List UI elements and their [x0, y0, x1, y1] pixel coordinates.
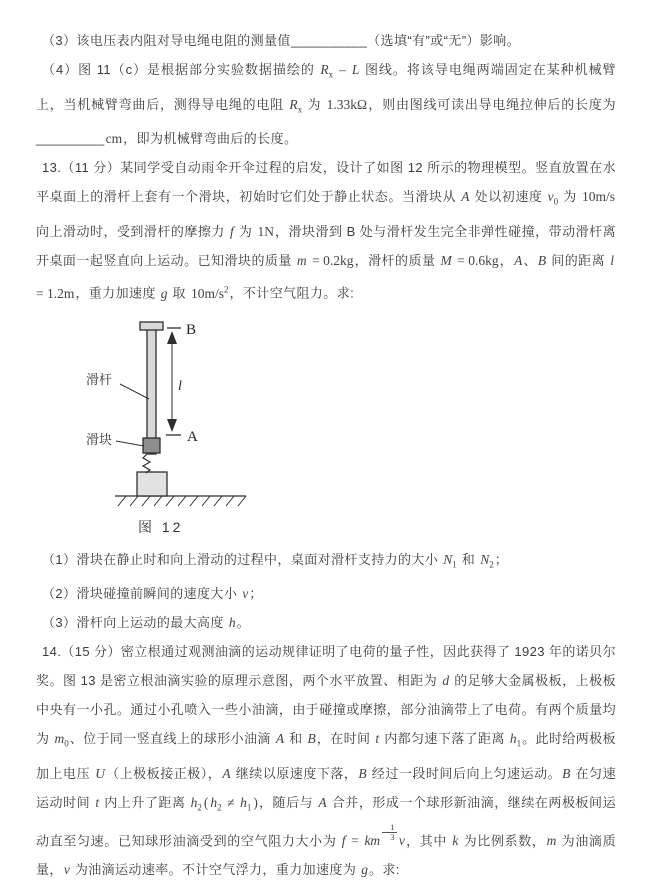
- question-12-part-4: [36, 55, 616, 153]
- math-run: g: [160, 285, 168, 301]
- math-run: A: [222, 765, 231, 781]
- rod-cap: [140, 322, 163, 330]
- math-run: 10m/s: [581, 189, 615, 205]
- text-run: 为: [303, 96, 326, 112]
- math-run: $R_x$: [289, 96, 303, 115]
- text-run: ；: [494, 551, 509, 567]
- math-run: f: [341, 832, 346, 848]
- text-run: 、: [523, 253, 537, 269]
- math-run: A: [275, 731, 285, 747]
- text-run: 为比例系数，: [459, 832, 546, 848]
- text-run: 向上滑动时，受到滑杆的摩擦力: [36, 224, 229, 240]
- text-run: _________: [36, 131, 105, 147]
- ground-hatch: [118, 496, 246, 506]
- math-run: L: [351, 62, 360, 77]
- math-run: $h_1$: [509, 731, 522, 749]
- text-run: （上极板接正极），: [105, 765, 222, 781]
- text-run: 为油滴质量，: [36, 832, 616, 877]
- text-run: 。求:: [369, 861, 400, 877]
- math-run: km: [364, 832, 381, 848]
- text-run: 13.（11 分）某同学受自动雨伞开伞过程的启发，设计了如图 12 所示的物理模型。竖直放置在水平桌面上的滑杆上套有一个滑块，初始时它们处于静止状态。当滑块从: [36, 160, 616, 205]
- exam-text-lower: [36, 545, 616, 884]
- text-run: 间的距离: [547, 253, 610, 269]
- text-run: 经过一段时间后向上匀速运动。: [367, 765, 562, 781]
- math-run: m: [546, 832, 557, 848]
- slide-rod: [147, 328, 156, 454]
- math-run: v: [63, 861, 70, 877]
- exam-text-upper: [36, 26, 616, 308]
- text-run: 图线。将该导电绳两端固定在某种机械臂上，当机械臂弯曲后，测得导电绳的电阻: [36, 62, 617, 112]
- text-run: 、位于同一竖直线上的球形小油滴: [69, 731, 275, 747]
- math-run: $N_2$: [480, 551, 494, 570]
- math-run: U: [95, 765, 105, 781]
- math-run: l: [610, 253, 614, 269]
- math-run: $R_x$: [320, 62, 334, 80]
- text-run: （选填“有”或“无”）影响。: [367, 33, 521, 48]
- text-run: （2）滑块碰撞前瞬间的速度大小: [42, 586, 242, 602]
- text-run: __________: [290, 33, 368, 48]
- text-run: 合并，形成一个球形新油滴，继续在两极板间运动直至匀速。已知球形油滴受到的空气阻力大小为: [36, 794, 616, 848]
- math-run: B: [307, 731, 316, 747]
- text-run: ，不计空气阻力。求:: [229, 285, 355, 301]
- figure-12-caption: 图 12: [138, 518, 184, 535]
- math-run: 1.33kΩ: [326, 96, 368, 112]
- text-run: ，即为机械臂弯曲后的长度。: [123, 131, 298, 147]
- length-arrow: [167, 331, 177, 432]
- math-run: = 0.2kg: [308, 253, 354, 269]
- slider-block: [143, 438, 160, 453]
- question-13-sub-2: [36, 579, 616, 608]
- math-run: cm: [105, 131, 123, 147]
- rod-diagram: [80, 314, 310, 510]
- math-run: (: [203, 794, 209, 810]
- math-run: t: [375, 731, 380, 747]
- spring-squiggle: [143, 454, 150, 473]
- math-run: $h_2$: [210, 794, 222, 813]
- math-run: d: [442, 673, 450, 689]
- label-slider-block: 滑块: [86, 431, 113, 447]
- text-run: ，滑块滑到 B 处与滑杆发生完全非弹性碰撞，带动滑杆离开桌面一起竖直向上运动。已知滑块的质量: [36, 224, 616, 269]
- text-run: 为: [559, 189, 581, 205]
- math-run: $m_0$: [54, 731, 69, 749]
- fraction-exponent: $\frac{1}{3}$: [382, 823, 397, 842]
- text-run: （3）该电压表内阻对导电绳电阻的测量值: [42, 33, 291, 48]
- math-run: 1N: [257, 224, 274, 240]
- math-run: = 0.6kg: [453, 253, 499, 269]
- math-run: B: [562, 765, 571, 781]
- text-run: 内都匀速下落了距离: [380, 731, 509, 747]
- math-run: g: [361, 861, 368, 877]
- rod-base: [137, 472, 167, 496]
- text-run: ；: [249, 586, 263, 602]
- math-run: $h_1$: [240, 794, 252, 813]
- math-run: v: [242, 586, 249, 602]
- math-run: A: [318, 794, 327, 810]
- math-run: = 1.2m: [36, 285, 75, 301]
- text-run: 为油滴运动速率。不计空气浮力，重力加速度为: [70, 861, 361, 877]
- text-run: 为: [234, 224, 257, 240]
- text-run: 在匀速运动时间: [36, 765, 616, 810]
- math-run: $10m/s^2$: [190, 284, 229, 301]
- math-run: ): [253, 794, 258, 810]
- math-run: m: [296, 253, 307, 269]
- question-13-sub-3: [36, 608, 616, 637]
- text-run: （1）滑块在静止时和向上滑动的过程中，桌面对滑杆支持力的大小: [42, 551, 443, 567]
- text-run: 和: [457, 551, 480, 567]
- math-run: M: [440, 253, 452, 269]
- math-run: $v_0$: [547, 189, 559, 208]
- text-run: （4）图 11（c）是根据部分实验数据描绘的: [42, 62, 320, 77]
- math-run: –: [335, 62, 350, 77]
- text-run: 和: [285, 731, 307, 747]
- text-run: 。: [236, 615, 250, 631]
- math-run: =: [347, 832, 363, 848]
- math-run: k: [452, 832, 459, 848]
- label-length-l: l: [178, 378, 182, 394]
- question-14-intro: [36, 637, 616, 884]
- text-run: ，随后与: [258, 794, 318, 810]
- label-point-a: A: [187, 428, 198, 445]
- text-run: 取: [168, 285, 190, 301]
- math-run: h: [228, 615, 236, 631]
- text-run: （3）滑杆向上运动的最大高度: [42, 615, 228, 631]
- math-run: B: [537, 253, 547, 269]
- math-run: f: [229, 224, 234, 240]
- question-13-sub-1: [36, 545, 616, 580]
- question-12-part-3: [36, 26, 616, 55]
- rod-leader-line: [120, 384, 149, 399]
- math-run: ≠: [223, 794, 239, 810]
- math-run: $N_1$: [443, 551, 457, 570]
- text-run: 的足够大金属极板，上极板中央有一小孔。通过小孔喷入一些小油滴，由于碰撞或摩擦，部分油滴带上了电荷。有两个质量均为: [36, 673, 617, 747]
- text-run: 处以初速度: [470, 189, 547, 205]
- text-run: ，重力加速度: [75, 285, 160, 301]
- text-run: ，其中: [405, 832, 452, 848]
- text-run: ，: [499, 253, 514, 269]
- text-run: 内上升了距离: [100, 794, 190, 810]
- text-run: ，滑杆的质量: [354, 253, 440, 269]
- math-run: A: [461, 189, 470, 205]
- math-run: A: [514, 253, 523, 269]
- question-13-intro: [36, 153, 616, 307]
- figure-12: [80, 314, 320, 537]
- block-leader-line: [116, 441, 144, 446]
- label-point-b: B: [186, 321, 197, 338]
- text-run: 继续以原速度下落，: [231, 765, 358, 781]
- math-run: t: [95, 794, 100, 810]
- text-run: ，则由图线可读出导电绳拉伸后的长度为: [368, 96, 616, 112]
- math-run: B: [358, 765, 367, 781]
- text-run: 。此时给两极板加上电压: [36, 731, 616, 781]
- math-run: v: [398, 832, 405, 848]
- text-run: ，在时间: [316, 731, 375, 747]
- text-run: 14.（15 分）密立根通过观测油滴的运动规律证明了电荷的量子性，因此获得了 1923 年的诺贝尔奖。图 13 是密立根油滴实验的原理示意图，两个水平放置、相距为: [36, 644, 616, 689]
- label-slide-rod: 滑杆: [86, 371, 113, 387]
- math-run: $h_2$: [190, 794, 202, 813]
